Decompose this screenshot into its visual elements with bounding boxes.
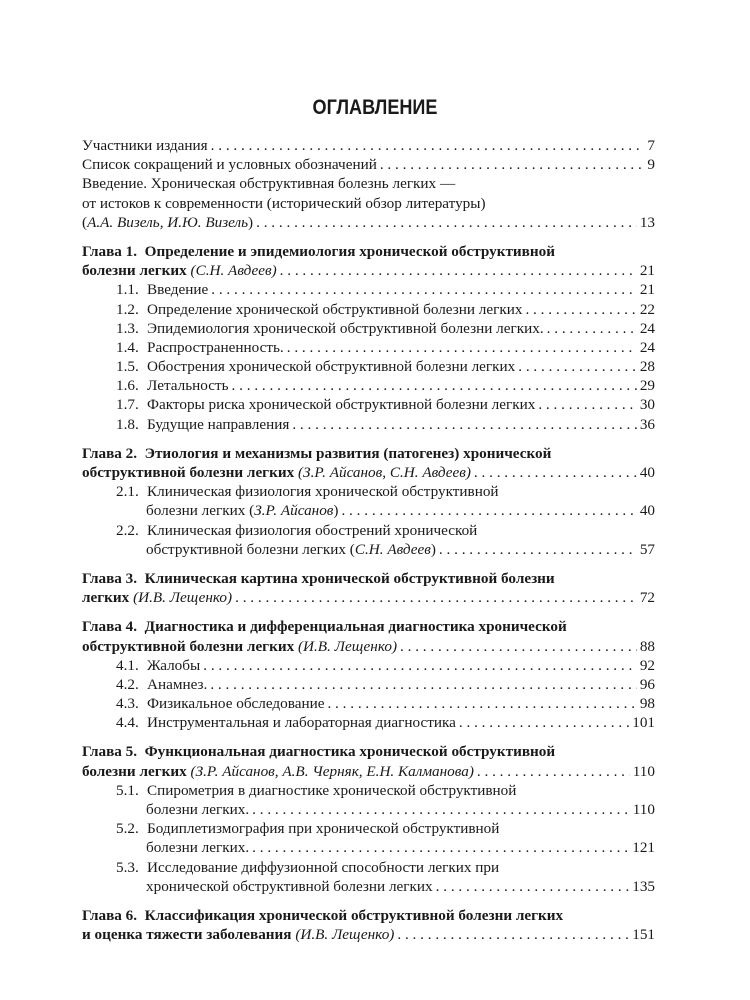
section-number: 1.6. — [116, 377, 139, 395]
chapter-title-line2: легких — [82, 589, 130, 607]
toc-entry-abbreviations[interactable] — [82, 155, 655, 174]
toc-section-1-4[interactable] — [82, 338, 655, 357]
page-number: 72 — [639, 589, 655, 607]
chapter-label: Глава 2. — [82, 444, 138, 462]
chapter-title-line1 — [82, 617, 655, 636]
toc-section-4-4[interactable] — [82, 713, 655, 732]
toc-section-1-7[interactable] — [82, 395, 655, 414]
section-text: Анамнез. — [147, 675, 208, 693]
entry-authors: А.А. Визель, И.Ю. Визель — [87, 213, 249, 231]
chapter-title-line2-wrap: обструктивной болезни легких (З.Р. Айсанов, С.Н. Авдеев) — [82, 464, 471, 481]
chapter-title-line1 — [82, 569, 655, 588]
leader-dots — [518, 357, 637, 376]
section-number: 1.2. — [116, 300, 139, 318]
toc-section-2-1[interactable]: 2.1. Клиническая физиология хронической обструктивной болезни легких (З.Р. Айсанов) . . . 40 — [82, 482, 655, 520]
section-number: 2.1. — [116, 483, 139, 501]
toc-chapter-5[interactable] — [82, 742, 655, 780]
section-text: Факторы риска хронической обструктивной болезни легких — [147, 396, 536, 414]
toc-chapter-3[interactable] — [82, 569, 655, 607]
toc-chapter-4[interactable] — [82, 617, 655, 655]
entry-text-line1: Введение. Хроническая обструктивная болезнь легких — — [82, 175, 456, 193]
chapter-title: Определение и эпидемиология хронической обструктивной — [144, 242, 555, 260]
toc-section-4-3[interactable] — [82, 694, 655, 713]
page-number: 21 — [639, 262, 655, 280]
section-number: 5.3. — [116, 858, 139, 876]
page-number: 22 — [639, 300, 655, 318]
leader-dots — [292, 415, 636, 434]
page-number: 151 — [632, 926, 655, 944]
section-authors: С.Н. Авдеев — [354, 540, 431, 558]
page-number: 98 — [639, 695, 655, 713]
entry-text-line2: от истоков к современности (исторический обзор литературы) — [82, 194, 486, 212]
page-number: 29 — [639, 377, 655, 395]
page-number: 21 — [639, 281, 655, 299]
chapter-title: Диагностика и дифференциальная диагностика хронической — [144, 618, 567, 636]
section-text: Жалобы — [147, 656, 201, 674]
leader-dots — [538, 395, 637, 414]
section-text: Будущие направления — [147, 415, 290, 433]
page-number: 121 — [632, 839, 655, 857]
leader-dots — [327, 694, 636, 713]
page-number: 7 — [647, 137, 655, 154]
section-text: Физикальное обследование — [147, 695, 325, 713]
leader-dots — [211, 280, 637, 299]
toc-section-2-2[interactable]: 2.2. Клиническая физиология обострений хронической обструктивной болезни легких (С.Н. Авдеев) . . . 57 — [82, 521, 655, 559]
leader-dots — [439, 540, 637, 559]
leader-dots — [252, 838, 629, 857]
section-text-line2: хронической обструктивной болезни легких — [146, 877, 433, 895]
section-text-line2: болезни легких. — [146, 801, 250, 818]
section-text: Определение хронической обструктивной болезни легких — [147, 300, 523, 318]
toc-section-5-2[interactable] — [82, 819, 655, 857]
toc-entry-introduction[interactable] — [82, 174, 655, 232]
leader-dots — [252, 800, 630, 819]
page-number: 135 — [632, 877, 655, 895]
chapter-title: Классификация хронической обструктивной болезни легких — [144, 906, 564, 924]
chapter-authors: С.Н. Авдеев — [195, 262, 272, 280]
table-of-contents — [82, 136, 655, 944]
chapter-label: Глава 5. — [82, 743, 138, 761]
section-number: 4.4. — [116, 714, 139, 732]
section-number: 1.5. — [116, 358, 139, 376]
chapter-title-line2: обструктивной болезни легких — [82, 464, 295, 481]
leader-dots — [203, 656, 637, 675]
section-text: Эпидемиология хронической обструктивной болезни легких. — [147, 319, 544, 337]
chapter-title-line2: болезни легких — [82, 262, 187, 280]
chapter-title-line2: болезни легких — [82, 762, 187, 780]
chapter-title-line2-wrap: легких (И.В. Лещенко) — [82, 589, 233, 607]
section-text-line1: Бодиплетизмография при хронической обструктивной — [147, 820, 500, 838]
leader-dots — [436, 877, 630, 896]
section-text-line1: Исследование диффузионной способности легких при — [147, 858, 500, 876]
toc-section-1-6[interactable] — [82, 376, 655, 395]
chapter-title-line2-wrap: болезни легких (С.Н. Авдеев) — [82, 262, 277, 280]
toc-chapter-1[interactable] — [82, 242, 655, 280]
chapter-title-line1 — [82, 242, 655, 261]
toc-chapter-2[interactable] — [82, 444, 655, 482]
entry-text: Участники издания — [82, 137, 208, 154]
page-number: 24 — [639, 338, 655, 356]
toc-section-5-3[interactable] — [82, 858, 655, 896]
chapter-label: Глава 1. — [82, 242, 138, 260]
section-text: Обострения хронической обструктивной болезни легких — [147, 358, 516, 376]
section-text-line2: болезни легких. — [146, 839, 250, 857]
chapter-title-line2-wrap: болезни легких (З.Р. Айсанов, А.В. Черняк, Е.Н. Калманова) — [82, 762, 474, 780]
section-number: 1.3. — [116, 319, 139, 337]
leader-dots — [235, 588, 637, 607]
page-number: 110 — [632, 801, 655, 818]
chapter-authors: И.В. Лещенко — [300, 926, 390, 944]
leader-dots — [525, 300, 636, 319]
leader-dots — [210, 675, 637, 694]
chapter-authors: З.Р. Айсанов, С.Н. Авдеев — [303, 464, 466, 481]
page-number: 28 — [639, 358, 655, 376]
chapter-label: Глава 4. — [82, 618, 138, 636]
section-number: 1.1. — [116, 281, 139, 299]
chapter-title-line1 — [82, 906, 655, 925]
section-text: Введение — [147, 281, 209, 299]
toc-section-1-5[interactable] — [82, 357, 655, 376]
section-text-line2: обструктивной болезни легких — [146, 540, 346, 558]
page-number: 88 — [639, 637, 655, 655]
leader-dots — [477, 762, 630, 781]
toc-entry-participants[interactable] — [82, 136, 655, 155]
section-number: 4.1. — [116, 656, 139, 674]
chapter-title: Функциональная диагностика хронической обструктивной — [144, 743, 556, 761]
chapter-label: Глава 6. — [82, 906, 138, 924]
page-number: 30 — [639, 396, 655, 414]
section-number: 5.2. — [116, 820, 139, 838]
page-number: 110 — [632, 762, 655, 780]
page-title: ОГЛАВЛЕНИЕ — [312, 96, 438, 119]
section-number: 4.3. — [116, 695, 139, 713]
leader-dots — [397, 925, 629, 944]
section-text-line1: Клиническая физиология обострений хронической — [147, 521, 478, 539]
section-number: 1.7. — [116, 396, 139, 414]
page-number: 96 — [639, 675, 655, 693]
section-text: Летальность — [147, 377, 229, 395]
entry-text: Список сокращений и условных обозначений — [82, 156, 377, 174]
toc-section-1-8[interactable] — [82, 415, 655, 434]
page-number: 57 — [639, 540, 655, 558]
toc-section-1-3[interactable] — [82, 319, 655, 338]
chapter-authors: И.В. Лещенко — [138, 589, 228, 607]
section-text-line1: Клиническая физиология хронической обструктивной — [147, 483, 499, 501]
page-number: 40 — [639, 502, 655, 520]
leader-dots — [287, 338, 637, 357]
toc-section-1-2[interactable] — [82, 300, 655, 319]
chapter-title-line2: обструктивной болезни легких — [82, 637, 295, 655]
toc-section-4-2[interactable] — [82, 675, 655, 694]
section-text: Инструментальная и лабораторная диагностика — [147, 714, 456, 732]
chapter-label: Глава 3. — [82, 569, 138, 587]
chapter-title-line1 — [82, 444, 655, 463]
leader-dots — [341, 501, 636, 520]
chapter-title-line2-wrap: обструктивной болезни легких (И.В. Лещенко) — [82, 637, 398, 655]
chapter-title: Клиническая картина хронической обструктивной болезни — [144, 569, 555, 587]
chapter-authors: И.В. Лещенко — [303, 637, 392, 655]
section-text-line2: болезни легких — [146, 502, 246, 520]
section-text-line1: Спирометрия в диагностике хронической обструктивной — [147, 781, 517, 799]
page-number: 101 — [632, 714, 655, 732]
section-number: 5.1. — [116, 781, 139, 799]
page-number: 36 — [639, 415, 655, 433]
leader-dots — [211, 136, 645, 155]
leader-dots — [474, 463, 637, 482]
section-number: 1.4. — [116, 338, 139, 356]
chapter-title: Этиология и механизмы развития (патогенез) хронической — [144, 444, 552, 462]
toc-section-4-1[interactable] — [82, 656, 655, 675]
page-number: 13 — [639, 213, 655, 231]
leader-dots — [400, 637, 637, 656]
section-authors: З.Р. Айсанов — [254, 502, 334, 520]
leader-dots — [280, 261, 637, 280]
section-number: 1.8. — [116, 415, 139, 433]
section-text: Распространенность. — [147, 338, 284, 356]
chapter-title-line1 — [82, 742, 655, 761]
chapter-authors: З.Р. Айсанов, А.В. Черняк, Е.Н. Калманова — [195, 762, 469, 780]
leader-dots — [232, 376, 637, 395]
toc-chapter-6[interactable] — [82, 906, 655, 944]
page-number: 9 — [647, 156, 655, 174]
page-number: 40 — [639, 464, 655, 481]
toc-section-5-1[interactable] — [82, 781, 655, 819]
page-number: 24 — [639, 319, 655, 337]
chapter-title-line2-wrap: и оценка тяжести заболевания (И.В. Лещенко) — [82, 926, 395, 944]
chapter-title-line2: и оценка тяжести заболевания — [82, 926, 292, 944]
page-number: 92 — [639, 656, 655, 674]
leader-dots — [459, 713, 629, 732]
leader-dots — [547, 319, 637, 338]
section-number: 2.2. — [116, 521, 139, 539]
leader-dots — [380, 155, 645, 174]
toc-section-1-1[interactable] — [82, 280, 655, 299]
leader-dots — [256, 213, 637, 232]
section-number: 4.2. — [116, 675, 139, 693]
entry-authors-wrap: (А.А. Визель, И.Ю. Визель) — [82, 213, 254, 231]
